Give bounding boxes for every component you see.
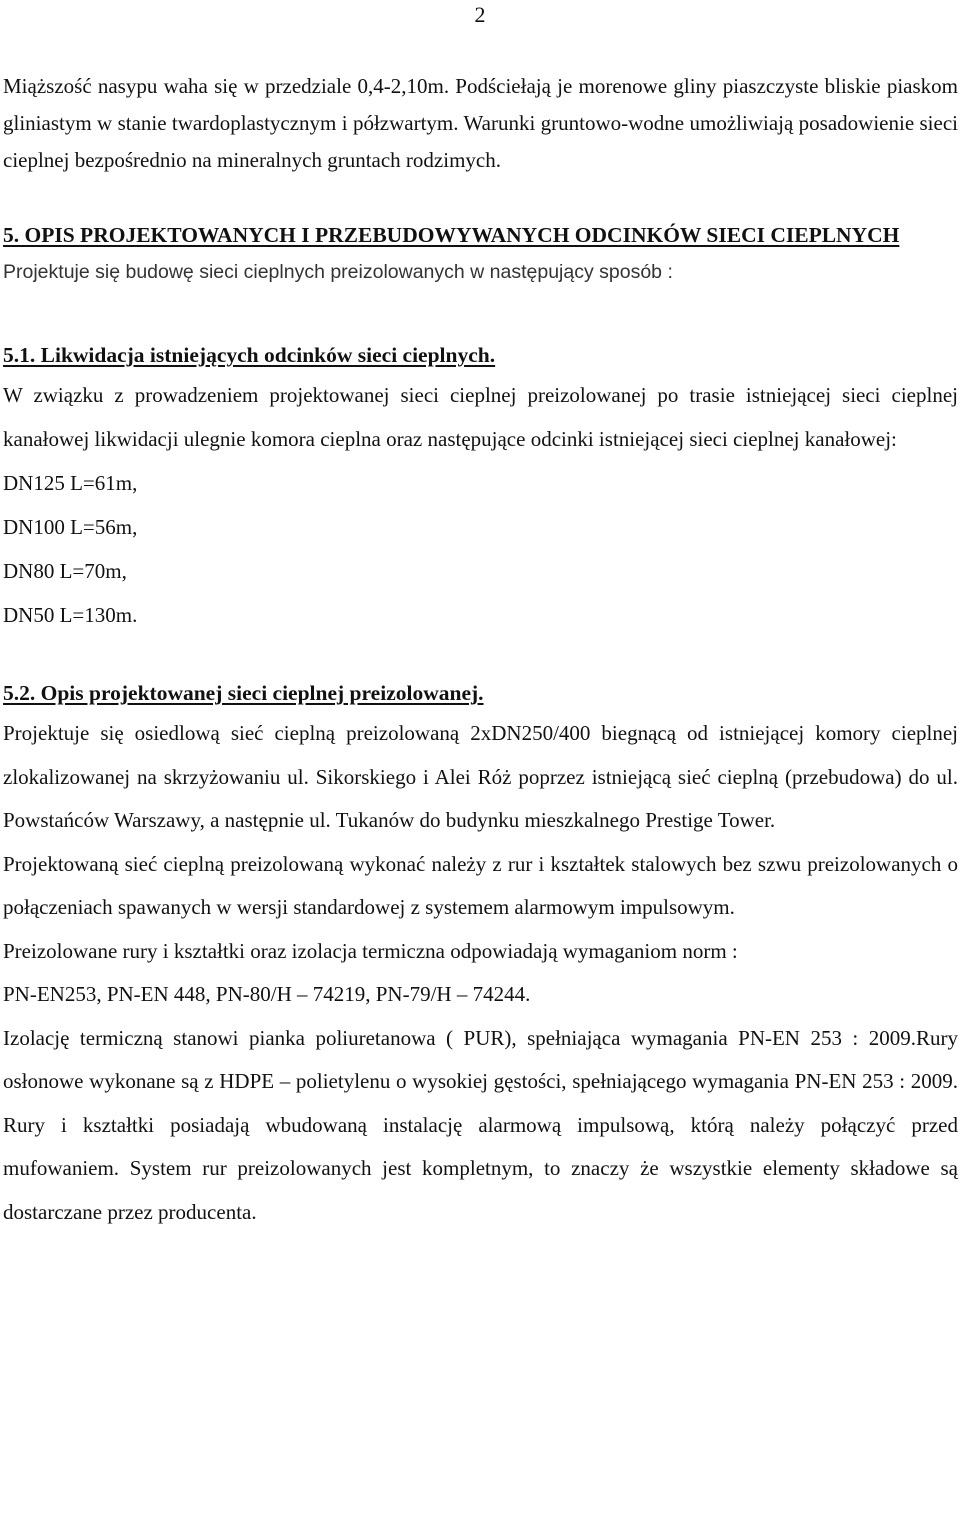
list-item: DN100 L=56m, — [3, 515, 138, 539]
spacer — [3, 179, 958, 217]
section-5-2-paragraph-2: Projektowaną sieć cieplną preizolowaną wykonać należy z rur i kształtek stalowych bez szwu preizolowanych o połączeniach spawanych w wersji standardowej z systemem alarmowym impulsowym. — [3, 851, 958, 919]
document-body — [3, 68, 958, 1234]
list-item: DN80 L=70m, — [3, 559, 127, 583]
section-5-2-paragraph-4: Izolację termiczną stanowi pianka poliuretanowa ( PUR), spełniająca wymagania PN-EN 253 : 2009.Rury osłonowe wykonane są z HDPE – polietylenu o wysokiej gęstości, spełniającego wymagania PN-EN 253 : 2009. Rury i kształtki posiadają wbudowaną instalację alarmową impulsową, którą należy połączyć przed mufowaniem. System rur preizolowanych jest kompletnym, to znaczy że wszystkie elementy składowe są dostarczane przez producenta. — [3, 1025, 958, 1224]
section-5-2-heading: 5.2. Opis projektowanej sieci cieplnej preizolowanej. — [3, 681, 484, 705]
intro-paragraph: Miąższość nasypu waha się w przedziale 0,4-2,10m. Podściełają je morenowe gliny piaszczyste bliskie piaskom gliniastym w stanie twardoplastycznym i półzwartym. Warunki gruntowo-wodne umożliwiają posadowienie sieci cieplnej bezpośrednio na mineralnych gruntach rodzimych. — [3, 74, 958, 172]
section-5-1-paragraph: W związku z prowadzeniem projektowanej sieci cieplnej preizolowanej po trasie istniejącej sieci cieplnej kanałowej likwidacji ulegnie komora cieplna oraz następujące odcinki istniejącej sieci cieplnej kanałowej: — [3, 383, 958, 451]
list-item: DN50 L=130m. — [3, 603, 138, 627]
page-number: 2 — [474, 2, 486, 27]
spacer — [3, 291, 958, 337]
norms-line-1: Preizolowane rury i kształtki oraz izolacja termiczna odpowiadają wymaganiom norm : — [3, 938, 738, 963]
pipe-section-list — [3, 461, 958, 637]
section-5-2-paragraph-1: Projektuje się osiedlową sieć cieplną preizolowaną 2xDN250/400 biegnącą od istniejącej komory cieplnej zlokalizowanej na skrzyżowaniu ul. Sikorskiego i Alei Róż poprzez istniejącą sieć cieplną (przebudowa) do ul. Powstańców Warszawy, a następnie ul. Tukanów do budynku mieszkalnego Prestige Tower. — [3, 721, 958, 832]
section-5-1-heading: 5.1. Likwidacja istniejących odcinków sieci cieplnych. — [3, 343, 496, 367]
spacer — [3, 637, 958, 675]
section-5-heading: 5. OPIS PROJEKTOWANYCH I PRZEBUDOWYWANYCH ODCINKÓW SIECI CIEPLNYCH — [3, 223, 900, 247]
norms-line-2: PN-EN253, PN-EN 448, PN-80/H – 74219, PN-79/H – 74244. — [3, 982, 531, 1006]
list-item: DN125 L=61m, — [3, 471, 138, 495]
section-5-intro: Projektuje się budowę sieci cieplnych preizolowanych w następujący sposób : — [3, 261, 673, 283]
